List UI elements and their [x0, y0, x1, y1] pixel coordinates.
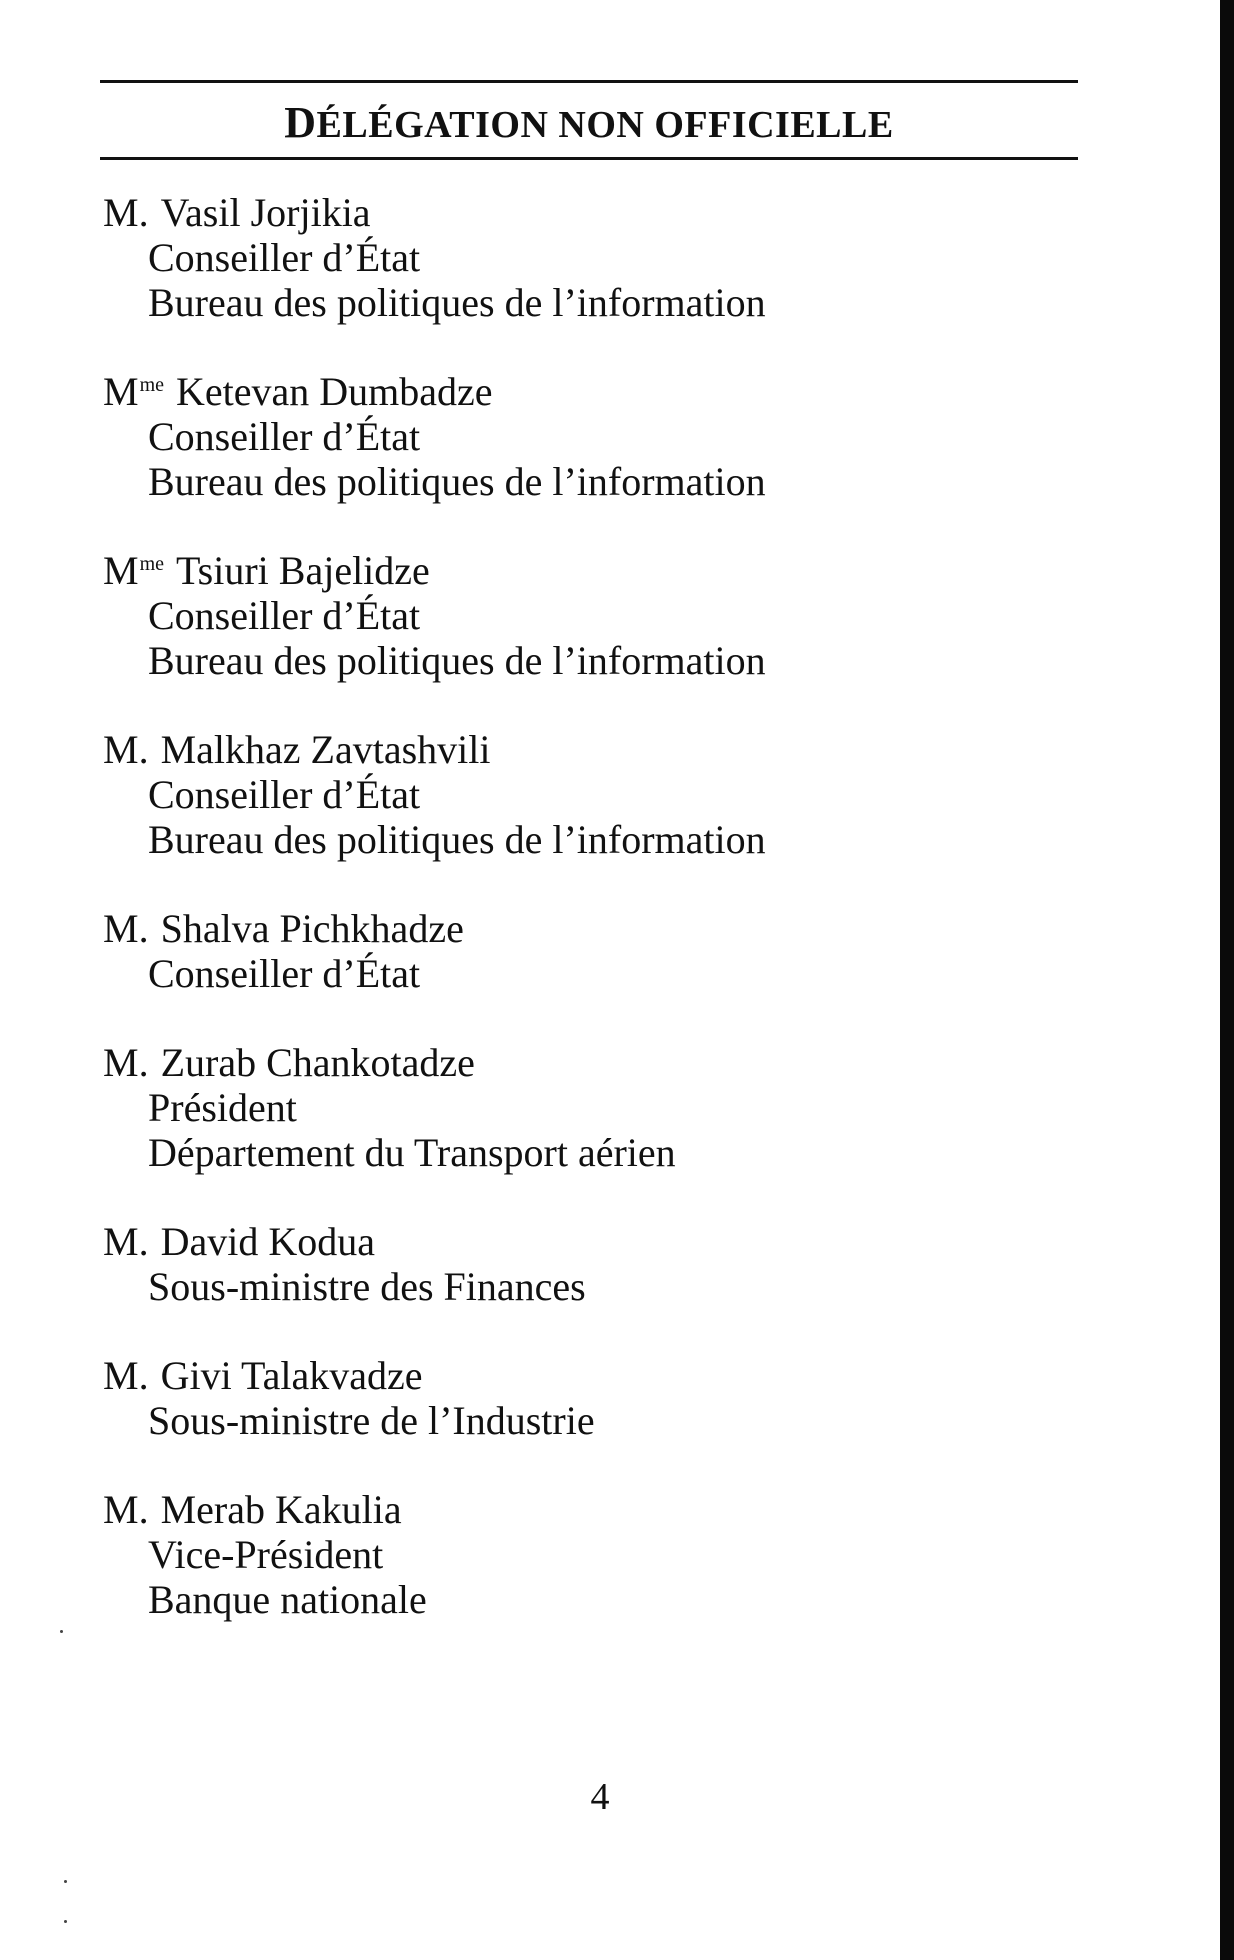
honorific-base: M.	[103, 727, 149, 772]
scan-speck	[60, 1630, 63, 1633]
delegate-role-line: Bureau des politiques de l’information	[148, 817, 766, 862]
delegate-name-line	[103, 190, 1063, 235]
honorific-base: M.	[103, 1353, 149, 1398]
page-number: 4	[590, 1776, 610, 1818]
honorific-superscript: me	[139, 374, 165, 396]
delegate-list	[103, 190, 1063, 1666]
delegate-name: David Kodua	[160, 1219, 375, 1264]
honorific	[103, 1353, 149, 1398]
honorific	[103, 369, 164, 414]
delegate-role-line: Bureau des politiques de l’information	[148, 280, 766, 325]
delegate-entry	[103, 369, 1063, 504]
delegate-role-line: Bureau des politiques de l’information	[148, 638, 766, 683]
section-title-initial: D	[284, 98, 317, 147]
honorific-base: M.	[103, 1487, 149, 1532]
delegate-name: Merab Kakulia	[160, 1487, 402, 1532]
delegate-role-line: Conseiller d’État	[148, 772, 421, 817]
delegate-entry	[103, 1219, 1063, 1309]
honorific-base: M.	[103, 906, 149, 951]
delegate-entry	[103, 190, 1063, 325]
delegate-entry	[103, 906, 1063, 996]
scan-edge	[1220, 0, 1234, 1960]
scan-speck	[64, 1920, 67, 1923]
delegate-entry	[103, 1040, 1063, 1175]
delegate-name: Zurab Chankotadze	[160, 1040, 475, 1085]
delegate-name-line	[103, 1219, 1063, 1264]
delegate-role-line: Bureau des politiques de l’information	[148, 459, 766, 504]
delegate-name-line	[103, 1040, 1063, 1085]
delegate-entry	[103, 727, 1063, 862]
section-title-rest: ÉLÉGATION NON OFFICIELLE	[316, 104, 894, 146]
delegate-name: Malkhaz Zavtashvili	[160, 727, 491, 772]
honorific	[103, 548, 164, 593]
delegate-name: Shalva Pichkhadze	[160, 906, 464, 951]
honorific	[103, 906, 149, 951]
honorific	[103, 1219, 149, 1264]
delegate-name-line	[103, 727, 1063, 772]
delegate-role-line: Département du Transport aérien	[148, 1130, 676, 1175]
honorific-base: M.	[103, 1040, 149, 1085]
honorific-base: M	[103, 369, 139, 414]
honorific	[103, 727, 149, 772]
delegate-role-line: Président	[148, 1085, 297, 1130]
delegate-role-line: Conseiller d’État	[148, 414, 421, 459]
delegate-role-line: Vice-Président	[148, 1532, 384, 1577]
section-header	[100, 80, 1078, 160]
delegate-name: Vasil Jorjikia	[160, 190, 371, 235]
delegate-name-line	[103, 1487, 1063, 1532]
delegate-role-line: Banque nationale	[148, 1577, 427, 1622]
delegate-role-line: Sous-ministre de l’Industrie	[148, 1398, 595, 1443]
honorific-base: M.	[103, 1219, 149, 1264]
scan-speck	[64, 1880, 67, 1883]
honorific-base: M	[103, 548, 139, 593]
delegate-name: Tsiuri Bajelidze	[176, 548, 430, 593]
honorific	[103, 190, 149, 235]
delegate-entry	[103, 1353, 1063, 1443]
delegate-name: Givi Talakvadze	[160, 1353, 423, 1398]
honorific	[103, 1040, 149, 1085]
delegate-name-line	[103, 1353, 1063, 1398]
delegate-role-line: Sous-ministre des Finances	[148, 1264, 586, 1309]
honorific-base: M.	[103, 190, 149, 235]
honorific-superscript: me	[139, 553, 165, 575]
delegate-name-line	[103, 548, 1063, 593]
delegate-role-line: Conseiller d’État	[148, 593, 421, 638]
delegate-entry	[103, 548, 1063, 683]
honorific	[103, 1487, 149, 1532]
delegate-name: Ketevan Dumbadze	[176, 369, 493, 414]
bottom-rule	[100, 157, 1078, 160]
delegate-entry	[103, 1487, 1063, 1622]
delegate-role-line: Conseiller d’État	[148, 235, 421, 280]
delegate-role-line: Conseiller d’État	[148, 951, 421, 996]
delegate-name-line	[103, 906, 1063, 951]
section-title	[100, 83, 1078, 157]
delegate-name-line	[103, 369, 1063, 414]
